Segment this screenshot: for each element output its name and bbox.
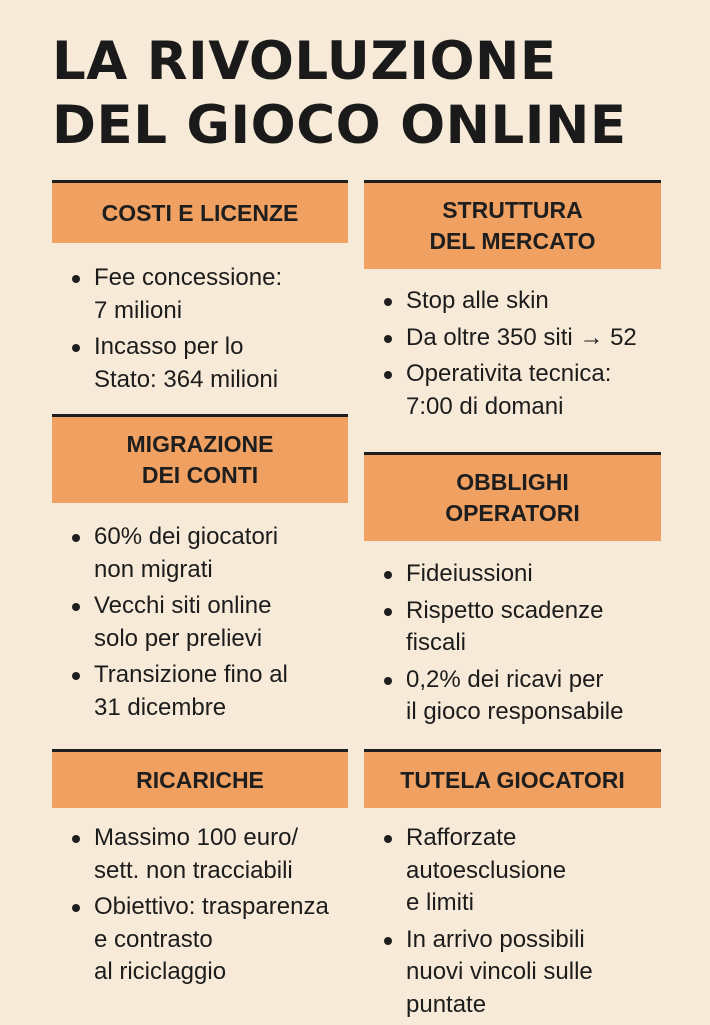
bullet-line: Da oltre 350 siti → 52: [406, 323, 637, 351]
bullet-list-struttura-mercato: [364, 285, 661, 427]
list-item: [364, 558, 661, 591]
title-line: LA RIVOLUZIONE: [52, 31, 557, 92]
list-item: [52, 331, 348, 396]
bullet-line: 0,2% dei ricavi per: [406, 665, 604, 693]
bullet-line: Fee concessione:: [94, 264, 283, 291]
title-line: DEL GIOCO ONLINE: [52, 95, 627, 156]
bullet-line: 7:00 di domani: [406, 392, 564, 420]
list-item: [364, 358, 661, 423]
bullet-list-tutela-giocatori: [364, 822, 661, 1025]
section-heading-tutela-giocatori: [364, 749, 661, 808]
bullet-line: Rispetto scadenze: [406, 596, 604, 624]
bullet-line: Transizione fino al: [94, 661, 288, 688]
bullet-line: Fideiussioni: [406, 560, 533, 587]
heading-line: RICARICHE: [136, 766, 264, 793]
bullet-line: Rafforzate: [406, 824, 517, 851]
bullet-line: nuovi vincoli sulle: [406, 958, 593, 985]
heading-line: COSTI E LICENZE: [101, 199, 299, 226]
bullet-line: e contrasto: [94, 925, 213, 953]
bullet-line: sett. non tracciabili: [94, 856, 293, 884]
bullet-list-ricariche: [52, 822, 348, 993]
heading-line: DEL MERCATO: [429, 228, 596, 254]
list-item: [52, 262, 348, 327]
heading-line: STRUTTURA: [442, 197, 583, 223]
section-heading-ricariche: [52, 749, 348, 808]
bullet-line: Stop alle skin: [406, 287, 549, 314]
bullet-line: Obiettivo: trasparenza: [94, 893, 329, 920]
bullet-line: Operativita tecnica:: [406, 360, 612, 387]
bullet-line: non migrati: [94, 555, 213, 583]
bullet-list-obblighi-operatori: [364, 558, 661, 733]
section-heading-costi-licenze: [52, 180, 348, 243]
heading-line: TUTELA GIOCATORI: [400, 766, 625, 793]
heading-line: OBBLIGHI: [456, 469, 569, 495]
list-item: [364, 664, 661, 729]
page-title: [52, 30, 627, 158]
bullet-line: 60% dei giocatori: [94, 523, 279, 550]
bullet-line: In arrivo possibili: [406, 925, 585, 953]
bullet-line: Stato: 364 milioni: [94, 365, 279, 393]
section-heading-migrazione-conti: [52, 414, 348, 503]
section-heading-obblighi-operatori: [364, 452, 661, 541]
list-item: [52, 659, 348, 724]
bullet-list-costi-licenze: [52, 262, 348, 400]
section-heading-struttura-mercato: [364, 180, 661, 269]
heading-line: DEI CONTI: [141, 462, 259, 488]
heading-line: OPERATORI: [445, 500, 580, 526]
list-item: [364, 822, 661, 920]
bullet-list-migrazione-conti: [52, 521, 348, 728]
bullet-line: autoesclusione: [406, 856, 567, 884]
bullet-line: solo per prelievi: [94, 624, 263, 652]
list-item: [364, 285, 661, 318]
list-item: [52, 521, 348, 586]
bullet-line: il gioco responsabile: [406, 698, 624, 725]
list-item: [364, 924, 661, 1022]
bullet-line: Incasso per lo: [94, 333, 244, 360]
bullet-line: e limiti: [406, 889, 475, 916]
list-item: [52, 891, 348, 989]
bullet-line: 7 milioni: [94, 296, 183, 324]
bullet-line: 31 dicembre: [94, 693, 227, 721]
bullet-line: fiscali: [406, 629, 467, 656]
list-item: [364, 322, 661, 355]
bullet-line: Massimo 100 euro/: [94, 824, 299, 851]
bullet-line: al riciclaggio: [94, 958, 227, 985]
list-item: [52, 590, 348, 655]
list-item: [52, 822, 348, 887]
bullet-line: Vecchi siti online: [94, 592, 272, 619]
bullet-line: puntate: [406, 990, 487, 1018]
list-item: [364, 595, 661, 660]
heading-line: MIGRAZIONE: [126, 431, 274, 457]
